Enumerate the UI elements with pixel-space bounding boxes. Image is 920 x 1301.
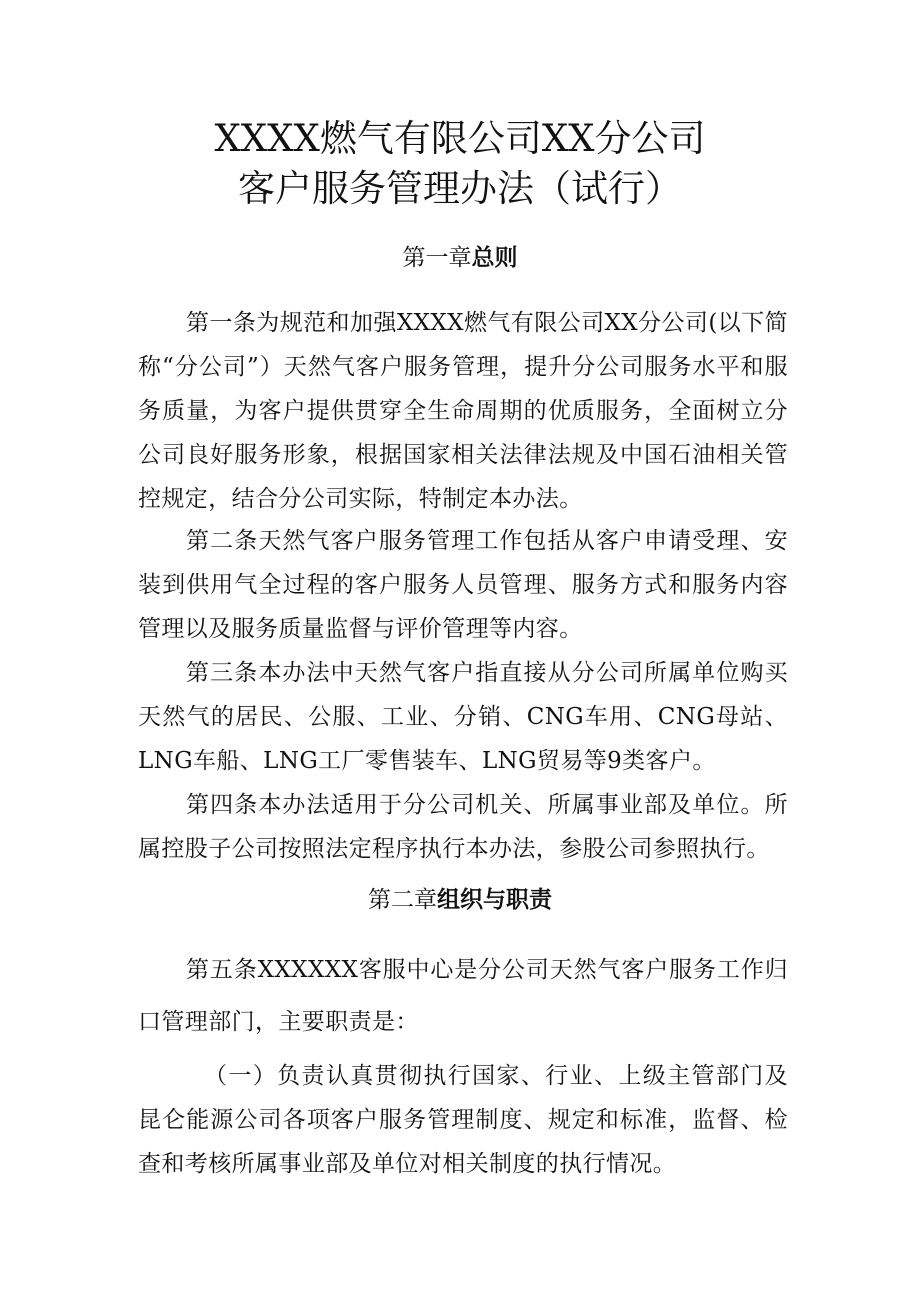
article-4: 第四条本办法适用于分公司机关、所属事业部及单位。所属控股子公司按照法定程序执行本办法，参股公司参照执行。 xyxy=(138,792,788,862)
chapter-1-prefix: 第一章 xyxy=(402,245,472,271)
article-5-item-1: （一）负责认真贯彻执行国家、行业、上级主管部门及昆仑能源公司各项客户服务管理制度、规定和标准，监督、检查和考核所属事业部及单位对相关制度的执行情况。 xyxy=(138,1063,788,1177)
chapter-heading-2 xyxy=(0,885,920,915)
document-title-line2: 客户服务管理办法（试行） xyxy=(238,167,682,210)
article-2: 第二条天然气客户服务管理工作包括从客户申请受理、安装到供用气全过程的客户服务人员管理、服务方式和服务内容管理以及服务质量监督与评价管理等内容。 xyxy=(138,528,788,642)
article-3: 第三条本办法中天然气客户指直接从分公司所属单位购买天然气的居民、公服、工业、分销、CNG车用、CNG母站、LNG车船、LNG工厂零售装车、LNG贸易等9类客户。 xyxy=(138,660,788,774)
article-1: 第一条为规范和加强XXXX燃气有限公司XX分公司(以下简称“分公司”）天然气客户服务管理，提升分公司服务水平和服务质量，为客户提供贯穿全生命周期的优质服务，全面树立分公司良好服务形象，根据国家相关法律法规及中国石油相关管控规定，结合分公司实际，特制定本办法。 xyxy=(138,310,788,512)
chapter-2-name: 组织与职责 xyxy=(437,887,552,913)
document-title-line1: XXXX燃气有限公司XX分公司 xyxy=(214,117,706,160)
chapter-1-name: 总则 xyxy=(471,245,518,271)
chapter-heading-1 xyxy=(0,243,920,273)
chapter-2-prefix: 第二章 xyxy=(368,887,437,913)
article-5: 第五条XXXXXX客服中心是分公司天然气客户服务工作归口管理部门，主要职责是： xyxy=(138,957,788,1035)
